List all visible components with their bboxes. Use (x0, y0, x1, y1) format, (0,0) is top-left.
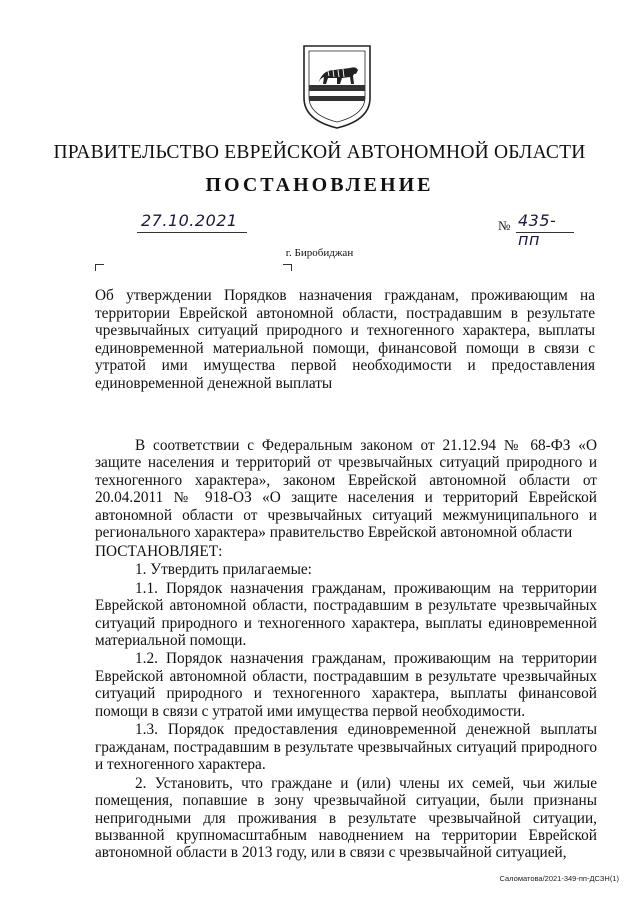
number-field (516, 211, 574, 249)
clause-1-3: 1.3. Порядок предоставления единовременной денежной выплаты гражданам, пострадавшим в результате чрезвычайных ситуаций природного и техногенного характера. (95, 721, 597, 774)
document-type-heading: ПОСТАНОВЛЕНИЕ (205, 174, 434, 196)
coat-of-arms-emblem (298, 40, 376, 132)
clause-2: 2. Установить, что граждане и (или) члены их семей, чьи жилые помещения, попавшие в зону чрезвычайной ситуации, были признаны непригодными для проживания в результате чрезвычайной ситуации, вызванной крупномасштабным наводнением на территории Еврейской автономной области в 2013 году, или в связи с чрезвычайной ситуацией, (95, 774, 597, 862)
organization-title: ПРАВИТЕЛЬСТВО ЕВРЕЙСКОЙ АВТОНОМНОЙ ОБЛАСТИ (53, 142, 586, 163)
document-body (95, 437, 597, 862)
city-line: г. Биробиджан (285, 247, 354, 259)
handwritten-number: 435-пп (518, 211, 557, 249)
clause-1: 1. Утвердить прилагаемые: (135, 561, 312, 579)
clause-1-1: 1.1. Порядок назначения гражданам, проживающим на территории Еврейской автономной области, пострадавшим в результате чрезвычайных ситуаций природного и техногенного характера, выплаты единовременной материальной помощи. (95, 579, 597, 649)
preamble-paragraph: В соответствии с Федеральным законом от 21.12.94 № 68-ФЗ «О защите населения и территорий от чрезвычайных ситуаций природного и техногенного характера», законом Еврейской автономной области от 20.04.2011 № 918-ОЗ «О защите населения и территорий Еврейской автономной области от чрезвычайных ситуаций межмуниципального и регионального характера» правительство Еврейской автономной области (95, 437, 597, 542)
document-subject: Об утверждении Порядков назначения гражданам, проживающим на территории Еврейской автономной области, пострадавшим в результате чрезвычайных ситуаций природного и техногенного характера, выплаты единовременной материальной помощи, финансовой помощи в связи с утратой ими имущества первой необходимости и предоставления единовременной денежной выплаты (95, 287, 595, 392)
number-label: № (498, 218, 511, 233)
corner-mark-left (95, 264, 104, 271)
date-field (137, 211, 247, 233)
handwritten-date: 27.10.2021 (141, 211, 238, 230)
footer-document-code: Саломатова/2021-349-пп-ДСЗН(1) (499, 874, 619, 883)
clause-1-2: 1.2. Порядок назначения гражданам, проживающим на территории Еврейской автономной области, пострадавшим в результате чрезвычайных ситуаций природного и техногенного характера, выплаты финансовой помощи в связи с утратой ими имущества первой необходимости. (95, 650, 597, 720)
corner-mark-right (283, 264, 292, 271)
resolves-heading: ПОСТАНОВЛЯЕТ: (95, 542, 223, 560)
